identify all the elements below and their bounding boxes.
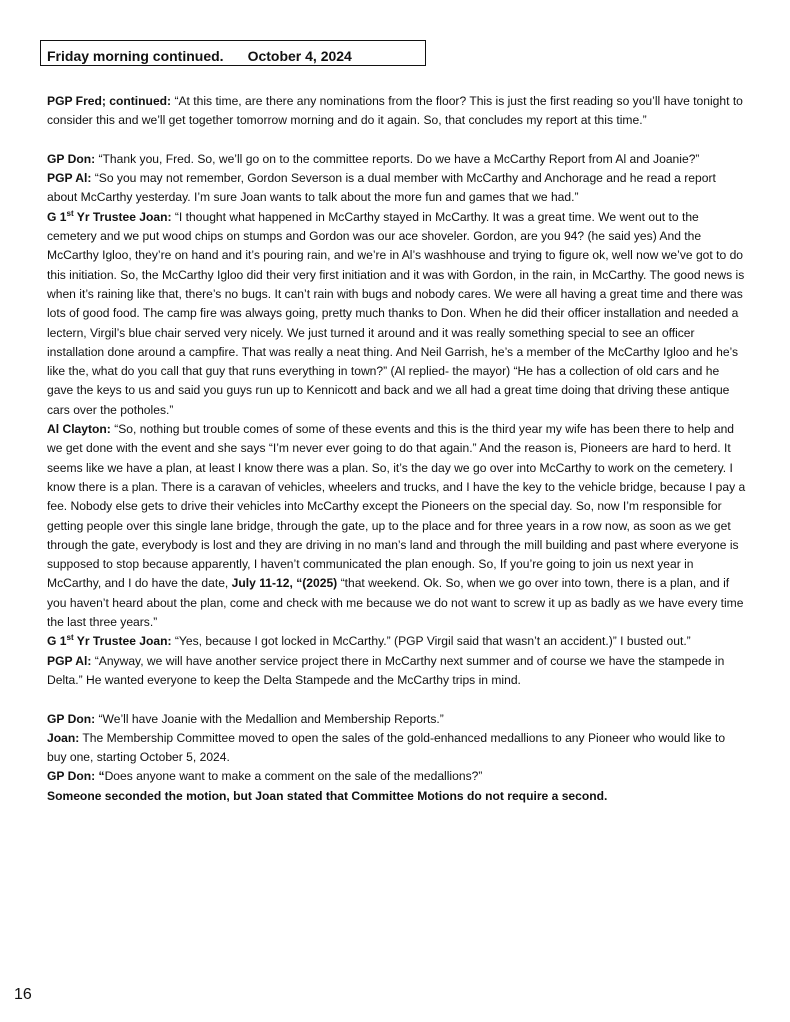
speaker-label: G 1st Yr Trustee Joan: [47, 633, 172, 649]
paragraph-don-3 [47, 767, 747, 786]
speaker-label: PGP Fred; continued: [47, 94, 172, 108]
speaker-label: Al Clayton: [47, 422, 111, 437]
paragraph-text: “I thought what happened in McCarthy stayed in McCarthy. It was a great time. We went out to the cemetery and we put wood chips on stumps and Gordon was our ace shoveler. Gordon, are you 94? (he said yes) And the McCarthy Igloo, they’re on hand and it’s pouring rain, and we’re in Al’s washhouse and trying to figure ok, well now we’ve got to do this initiation. So, the McCarthy Igloo did their very first initiation and it was with Gordon, in the rain, in McCarthy. The good news is when it’s raining like that, there’s no bugs. It can’t rain with bugs and nobody cares. We were all having a great time and there was lots of good food. The camp fire was always going, pretty much thanks to Don. When he did their officer installation and needed a lectern, Virgil’s blue chair served very nicely. We just turned it around and it was really something special to see an officer installation done around a campfire. That was really a neat thing. And Neil Garrish, he’s a member of the McCarthy Igloo and he’s like the, what do you call that guy that runs everything in town?” (Al replied- the mayor) “He has a collection of old cars and he gave the keys to us and said you guys run up to Kennicott and back and we all had a great time doing that driving these antique cars over the potholes.” [47, 209, 745, 417]
paragraph-text: “At this time, are there any nominations from the floor? This is just the first reading so you’ll have tonight to consider this and we’ll get together tomorrow morning and do it again. So, that concludes my report at this time.” [47, 94, 743, 128]
paragraph-motion-note: Someone seconded the motion, but Joan stated that Committee Motions do not require a second. [47, 788, 608, 803]
section-title: Friday morning continued. [47, 48, 224, 64]
paragraph-text: “Yes, because I got locked in McCarthy.” (PGP Virgil said that wasn’t an accident.)” I busted out.” [171, 634, 691, 649]
speaker-label: GP Don: [47, 711, 96, 726]
paragraph-joan-1 [47, 208, 747, 420]
event-date: July 11-12, “(2025) [231, 576, 338, 591]
paragraph-text: “Anyway, we will have another service project there in McCarthy next summer and of course we have the stampede in Delta.” He wanted everyone to keep the Delta Stampede and the McCarthy trips in mind. [47, 653, 725, 687]
paragraph-text: “Thank you, Fred. So, we’ll go on to the committee reports. Do we have a McCarthy Report from Al and Joanie?” [95, 151, 700, 166]
paragraph-text: Does anyone want to make a comment on the sale of the medallions?” [104, 769, 483, 784]
paragraph-joan-2 [47, 632, 747, 651]
paragraph-don-1 [47, 150, 747, 169]
speaker-label: Joan: [47, 730, 80, 745]
page-number: 16 [14, 986, 32, 1003]
paragraph-fred [47, 92, 747, 131]
paragraph-text: The Membership Committee moved to open the sales of the gold-enhanced medallions to any Pioneer who would like to buy one, starting October 5, 2024. [47, 730, 726, 765]
paragraph-text: “So you may not remember, Gordon Severson is a dual member with McCarthy and Anchorage and he read a report about McCarthy yesterday. I’m sure Joan wants to talk about the more fun and games that we had.” [47, 171, 716, 205]
paragraph-al-clayton [47, 420, 747, 632]
paragraph-text: “We’ll have Joanie with the Medallion and Membership Reports.” [95, 711, 444, 726]
speaker-label: PGP Al: [47, 653, 92, 668]
transcript-body [47, 92, 747, 806]
section-header-box [40, 40, 426, 66]
speaker-label: PGP Al: [47, 171, 92, 186]
meeting-date: October 4, 2024 [247, 48, 352, 64]
paragraph-al-1 [47, 169, 747, 208]
paragraph-al-2 [47, 652, 747, 691]
paragraph-text: “So, nothing but trouble comes of some of these events and this is the third year my wife has been there to help and we get done with the event and she says “I’m never ever going to do that again.” And the reason is, Pioneers are hard to herd. It seems like we have a plan, at least I know there was a plan. So, it’s the day we go over into McCarthy to work on the cemetery. I know there is a plan. There is a caravan of vehicles, wheelers and trucks, and I have the key to the vehicle bridge, because I pay a fee. Nobody else gets to drive their vehicles into McCarthy except the Pioneers on the special day. So, now I’m responsible for getting people over this single lane bridge, through the gate, up to the place and for three years in a row now, as soon as we get through the gate, everybody is lost and they are driving in no man’s land and through the mill building and past where everyone is supposed to stop because apparently, I haven’t communicated the plan enough. So, If you’re going to join us next year in McCarthy, and I do have the date, [47, 422, 746, 591]
paragraph-text-continued: “that weekend. Ok. So, when we go over into town, there is a plan, and if you haven’t heard about the plan, come and check with me because we do not want to screw it up as badly as we have every time the last three years.” [47, 576, 744, 630]
speaker-label: GP Don: [47, 151, 96, 166]
speaker-label: G 1st Yr Trustee Joan: [47, 208, 172, 224]
speaker-label: GP Don: “ [47, 769, 105, 784]
paragraph-don-2 [47, 710, 747, 729]
paragraph-joan-3 [47, 729, 747, 768]
